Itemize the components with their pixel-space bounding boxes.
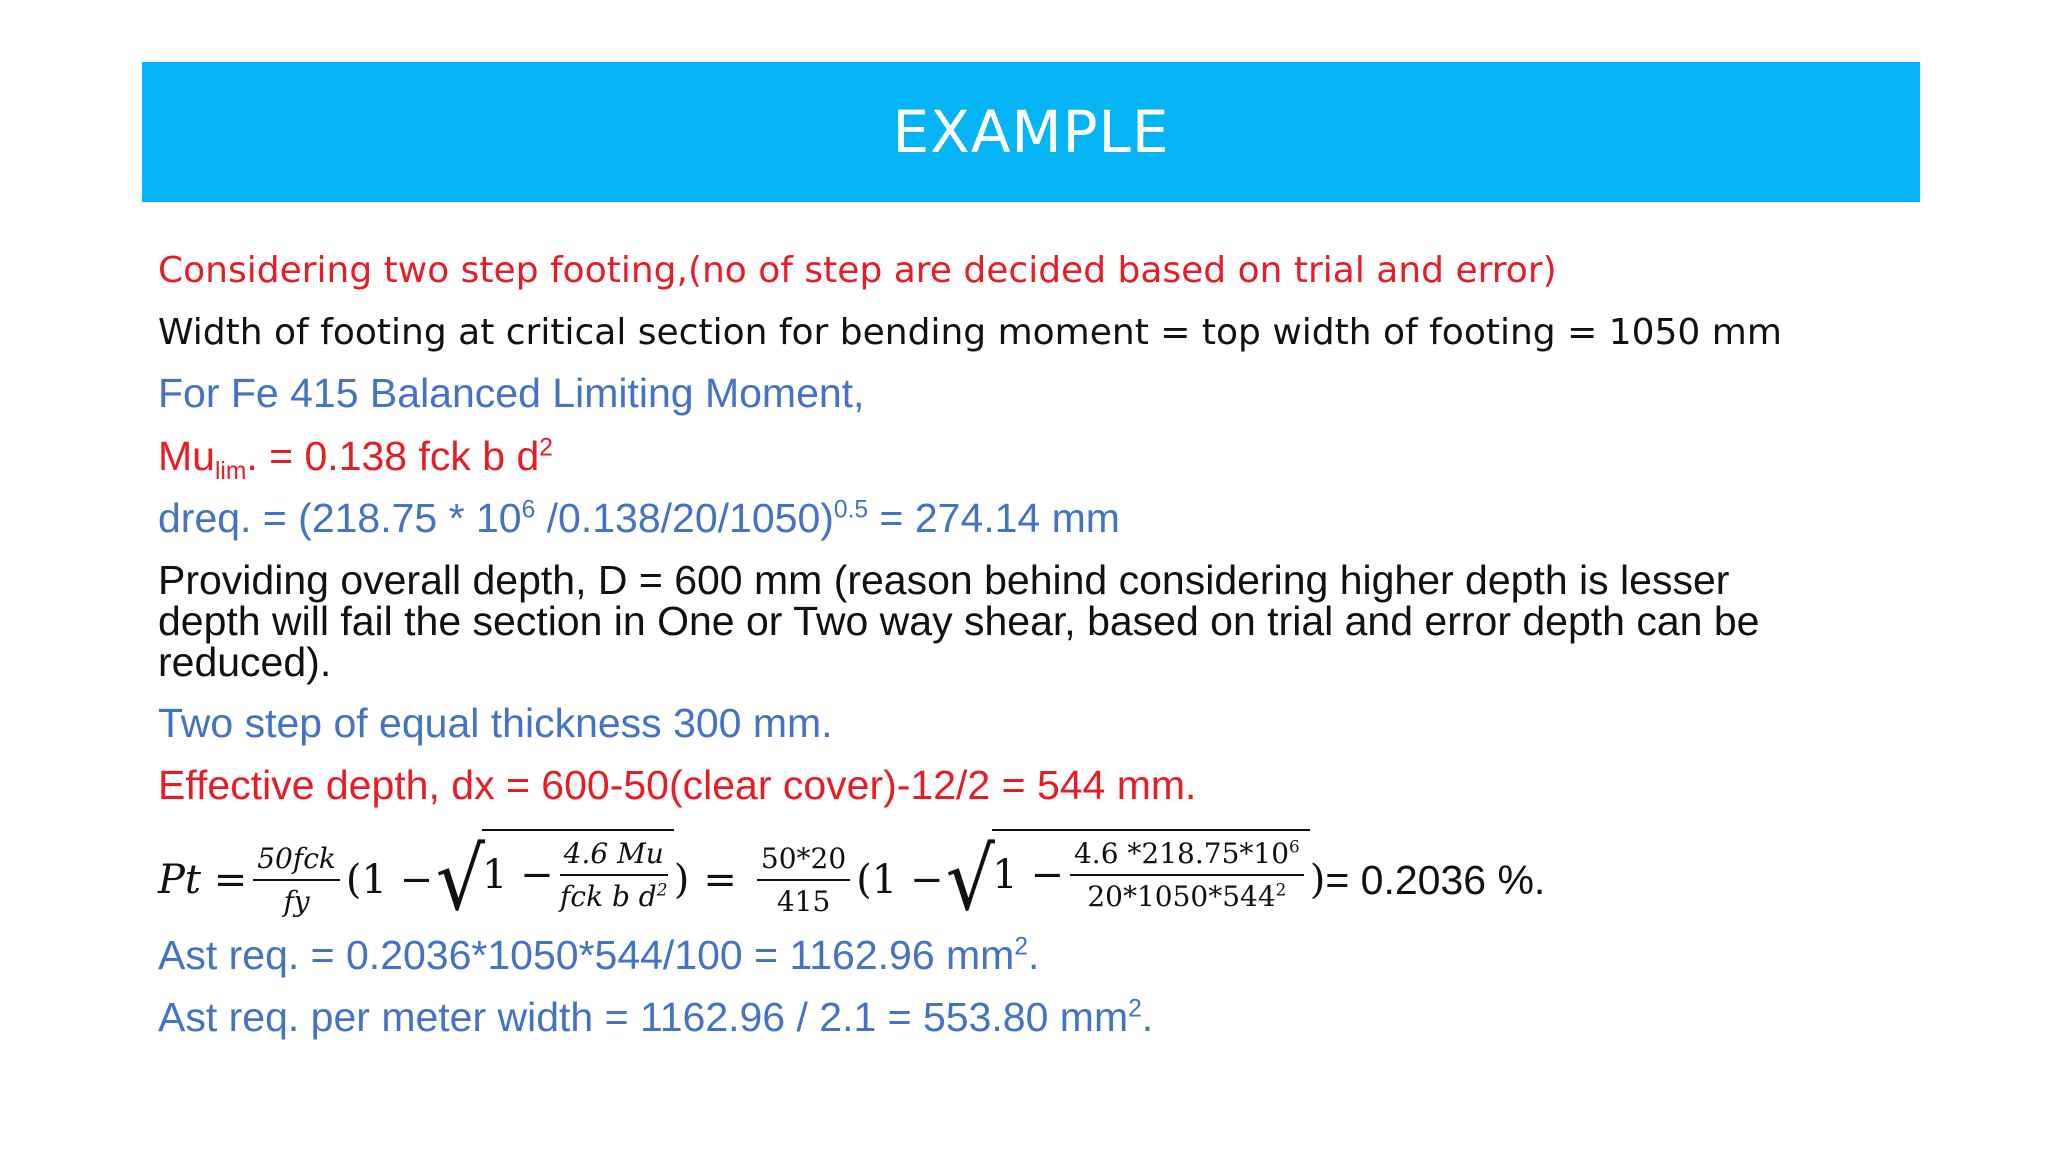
text-l9-a: Ast req. = 0.2036*1050*544/100 = 1162.96 mm xyxy=(158,932,1015,978)
text-line-7 xyxy=(158,700,833,747)
text-l7: Two step of equal thickness 300 mm. xyxy=(158,700,833,746)
text-l4-rest: . = 0.138 fck b d xyxy=(246,433,540,479)
fraction-3-den: 415 xyxy=(776,885,831,918)
fraction-1-num: 50fck xyxy=(253,842,340,881)
fraction-3-num: 50*20 xyxy=(757,842,850,881)
sqrt-2 xyxy=(943,830,1309,930)
text-line-4 xyxy=(158,433,553,486)
radicand-1 xyxy=(482,829,674,913)
text-l5-a: dreq. = (218.75 * 10 xyxy=(158,495,522,541)
text-l5-b: /0.138/20/1050) xyxy=(535,495,834,541)
text-l9-sup: 2 xyxy=(1014,933,1029,961)
text-line-8 xyxy=(158,762,1196,809)
text-l5-sup2: 0.5 xyxy=(833,496,869,524)
text-l4-main: Mu xyxy=(158,433,215,479)
formula-open-2: (1 − xyxy=(856,857,944,903)
formula-close-2: ) xyxy=(1309,857,1326,903)
text-l10-sup: 2 xyxy=(1128,995,1142,1023)
text-l3: For Fe 415 Balanced Limiting Moment, xyxy=(158,370,865,416)
fraction-4-den xyxy=(1087,876,1286,913)
text-line-3 xyxy=(158,370,864,417)
text-line-6 xyxy=(158,557,1838,685)
text-line-1 xyxy=(158,250,1557,291)
fraction-1 xyxy=(253,842,340,918)
fraction-4-den-sup: 2 xyxy=(1275,879,1287,900)
text-line-9 xyxy=(158,932,1039,979)
text-l2: Width of footing at critical section for bending moment = top width of footing = 1050 mm xyxy=(158,312,1782,353)
fraction-4 xyxy=(1070,837,1304,913)
fraction-4-num-sup: 6 xyxy=(1289,836,1300,857)
text-line-2 xyxy=(158,312,1782,353)
title-banner xyxy=(142,62,1920,202)
formula-open-1: (1 − xyxy=(345,857,434,903)
text-l1: Considering two step footing,(no of step are decided based on trial and error) xyxy=(158,250,1557,291)
fraction-2-den xyxy=(560,876,667,913)
radicand-1-lead: 1 − xyxy=(481,852,554,898)
formula-equals: = xyxy=(703,857,737,903)
text-l10-b: . xyxy=(1141,994,1154,1040)
page-title: EXAMPLE xyxy=(892,98,1170,166)
radical-sign-2: √ xyxy=(946,830,996,930)
fraction-2 xyxy=(560,837,668,913)
fraction-2-num: 4.6 Mu xyxy=(560,837,668,876)
formula-lhs: Pt = xyxy=(158,857,248,903)
text-l4-sup: 2 xyxy=(539,434,553,462)
radicand-2-lead: 1 − xyxy=(992,852,1064,898)
text-line-5 xyxy=(158,495,1120,542)
text-l8: Effective depth, dx = 600-50(clear cover)-12/2 = 544 mm. xyxy=(158,762,1197,808)
radicand-2 xyxy=(992,829,1309,913)
radical-sign-1: √ xyxy=(435,830,486,930)
text-line-10 xyxy=(158,994,1153,1041)
sqrt-1 xyxy=(433,830,674,930)
text-l4-sub: lim xyxy=(214,458,247,486)
fraction-1-den: fy xyxy=(283,885,310,918)
fraction-4-num xyxy=(1070,837,1304,876)
pt-formula xyxy=(158,820,1545,940)
text-l6: Providing overall depth, D = 600 mm (reason behind considering higher depth is lesser depth will fail the section in One or Two way shear, based on trial and error depth can be reduced). xyxy=(158,557,1760,685)
fraction-2-den-text: fck b d xyxy=(560,880,657,913)
text-l9-b: . xyxy=(1028,932,1040,978)
fraction-4-den-text: 20*1050*544 xyxy=(1087,880,1276,913)
text-l5-sup1: 6 xyxy=(521,496,536,524)
text-l10-a: Ast req. per meter width = 1162.96 / 2.1 = 553.80 mm xyxy=(158,994,1129,1040)
text-l5-c: = 274.14 mm xyxy=(868,495,1120,541)
fraction-3 xyxy=(757,842,850,918)
fraction-2-den-sup: 2 xyxy=(656,879,668,900)
formula-close-1: ) xyxy=(673,857,690,903)
fraction-4-num-text: 4.6 *218.75*10 xyxy=(1073,837,1290,870)
formula-result: = 0.2036 %. xyxy=(1325,856,1546,903)
